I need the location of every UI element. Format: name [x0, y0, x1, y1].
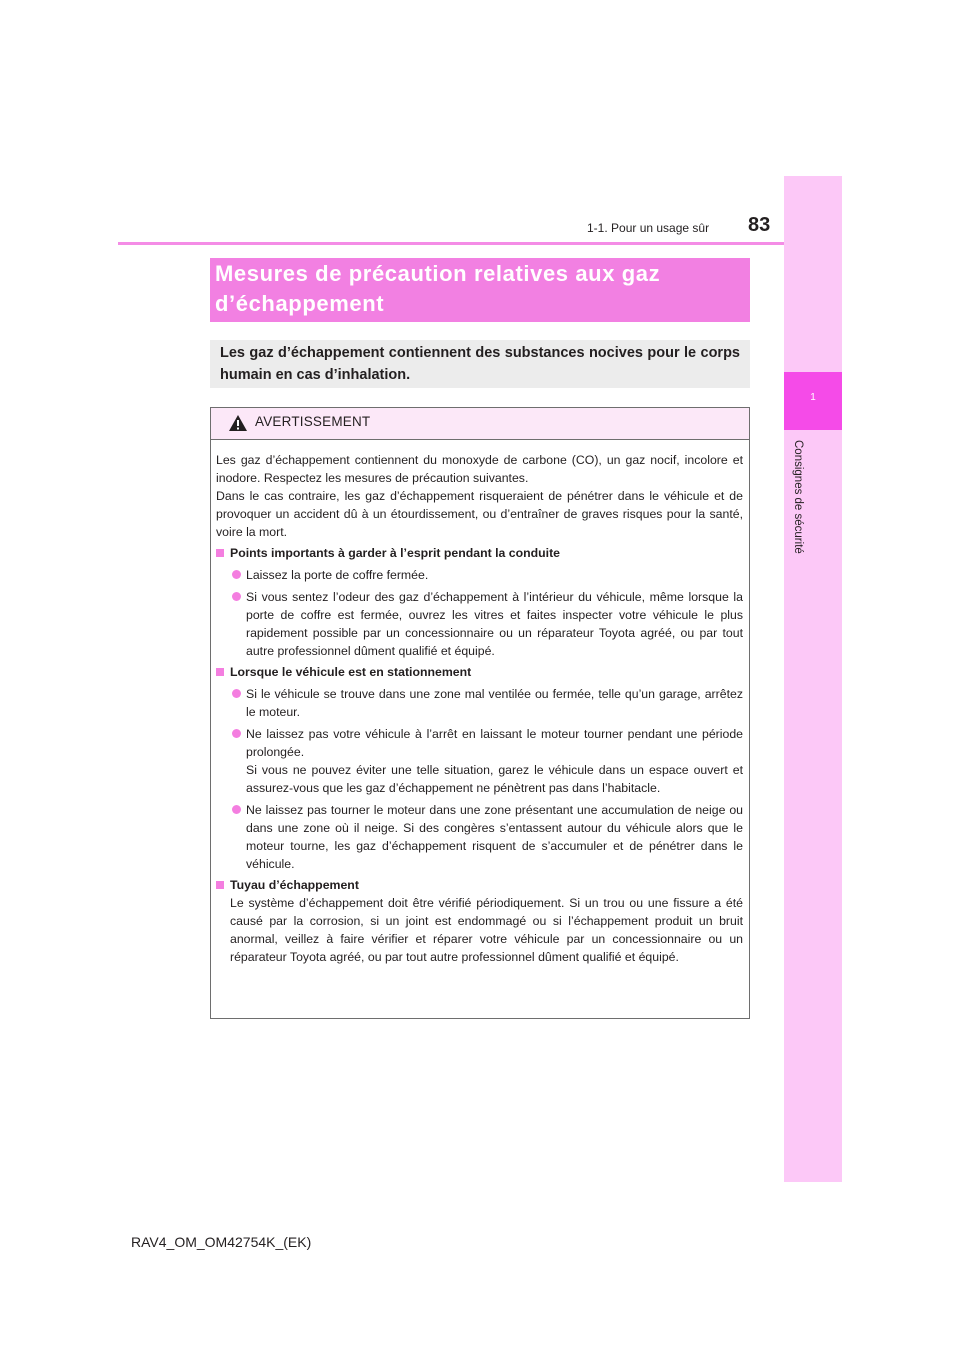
square-bullet-icon — [216, 549, 224, 557]
intro-text: Les gaz d’échappement contiennent des substances nocives pour le corps humain en cas d’inhalation. — [220, 345, 740, 383]
square-bullet-icon — [216, 668, 224, 676]
footer-code: RAV4_OM_OM42754K_(EK) — [131, 1234, 312, 1250]
intro-box — [210, 340, 750, 388]
title-banner — [210, 258, 750, 322]
warning-body — [216, 451, 743, 966]
round-bullet-icon — [232, 805, 241, 814]
section-heading: Tuyau d’échappement — [216, 876, 743, 894]
warning-header — [211, 408, 749, 440]
title-line-1: Mesures de précaution relatives aux gaz — [215, 261, 661, 286]
title-line-2: d’échappement — [215, 291, 385, 316]
warning-triangle-icon — [228, 414, 248, 432]
chapter-number: 1 — [784, 372, 842, 430]
round-bullet-icon — [232, 729, 241, 738]
warning-box — [210, 407, 750, 1019]
chapter-label: Consignes de sécurité — [792, 440, 804, 554]
header-rule — [118, 242, 784, 245]
section-heading: Points importants à garder à l’esprit pendant la conduite — [216, 544, 743, 562]
page-number: 83 — [748, 214, 771, 236]
warning-paragraph-1: Les gaz d’échappement contiennent du monoxyde de carbone (CO), un gaz nocif, incolore et inodore. Respectez les mesures de précaution suivantes. — [216, 453, 743, 485]
warning-paragraph-2: Dans le cas contraire, les gaz d’échappement risqueraient de pénétrer dans le véhicule et de provoquer un accident dû à un étourdissement, ou d’entraîner de graves risques pour la santé, voire la mort. — [216, 489, 743, 539]
round-bullet-icon — [232, 570, 241, 579]
list-item: Laissez la porte de coffre fermée. — [216, 566, 743, 584]
section-text: Le système d’échappement doit être vérifié périodiquement. Si un trou ou une fissure a été causé par la corrosion, si un joint est endommagé ou si l’échappement produit un bruit anormal, veillez à faire vérifier et réparer votre véhicule par un concessionnaire ou un réparateur Toyota agréé, ou par tout autre professionnel dûment qualifié et équipé. — [230, 896, 743, 964]
section-heading: Lorsque le véhicule est en stationnement — [216, 663, 743, 681]
list-item: Si vous sentez l’odeur des gaz d’échappement à l’intérieur du véhicule, même lorsque la porte de coffre est fermée, ouvrez les vitres et faites inspecter votre véhicule le plus rapidement possible par un concessionnaire ou un réparateur Toyota agréé, ou par tout autre professionnel dûment qualifié et équipé. — [216, 588, 743, 660]
square-bullet-icon — [216, 881, 224, 889]
side-tab — [784, 176, 842, 1182]
section-title: 1-1. Pour un usage sûr — [587, 221, 710, 235]
list-item: Ne laissez pas tourner le moteur dans une zone présentant une accumulation de neige ou dans une zone où il neige. Si des congères s’entassent autour du véhicule alors que le moteur tourne, les gaz d’échappement risquent de s’accumuler et de pénétrer dans le véhicule. — [216, 801, 743, 873]
warning-title: AVERTISSEMENT — [255, 414, 371, 429]
page-title — [215, 259, 660, 319]
round-bullet-icon — [232, 689, 241, 698]
list-item: Si le véhicule se trouve dans une zone mal ventilée ou fermée, telle qu’un garage, arrêtez le moteur. — [216, 685, 743, 721]
list-item: Ne laissez pas votre véhicule à l’arrêt en laissant le moteur tourner pendant une période prolongée. Si vous ne pouvez éviter une telle situation, garez le véhicule dans un espace ouvert et assurez-vous que les gaz d’échappement ne pénètrent pas dans l’habitacle. — [216, 725, 743, 797]
round-bullet-icon — [232, 592, 241, 601]
